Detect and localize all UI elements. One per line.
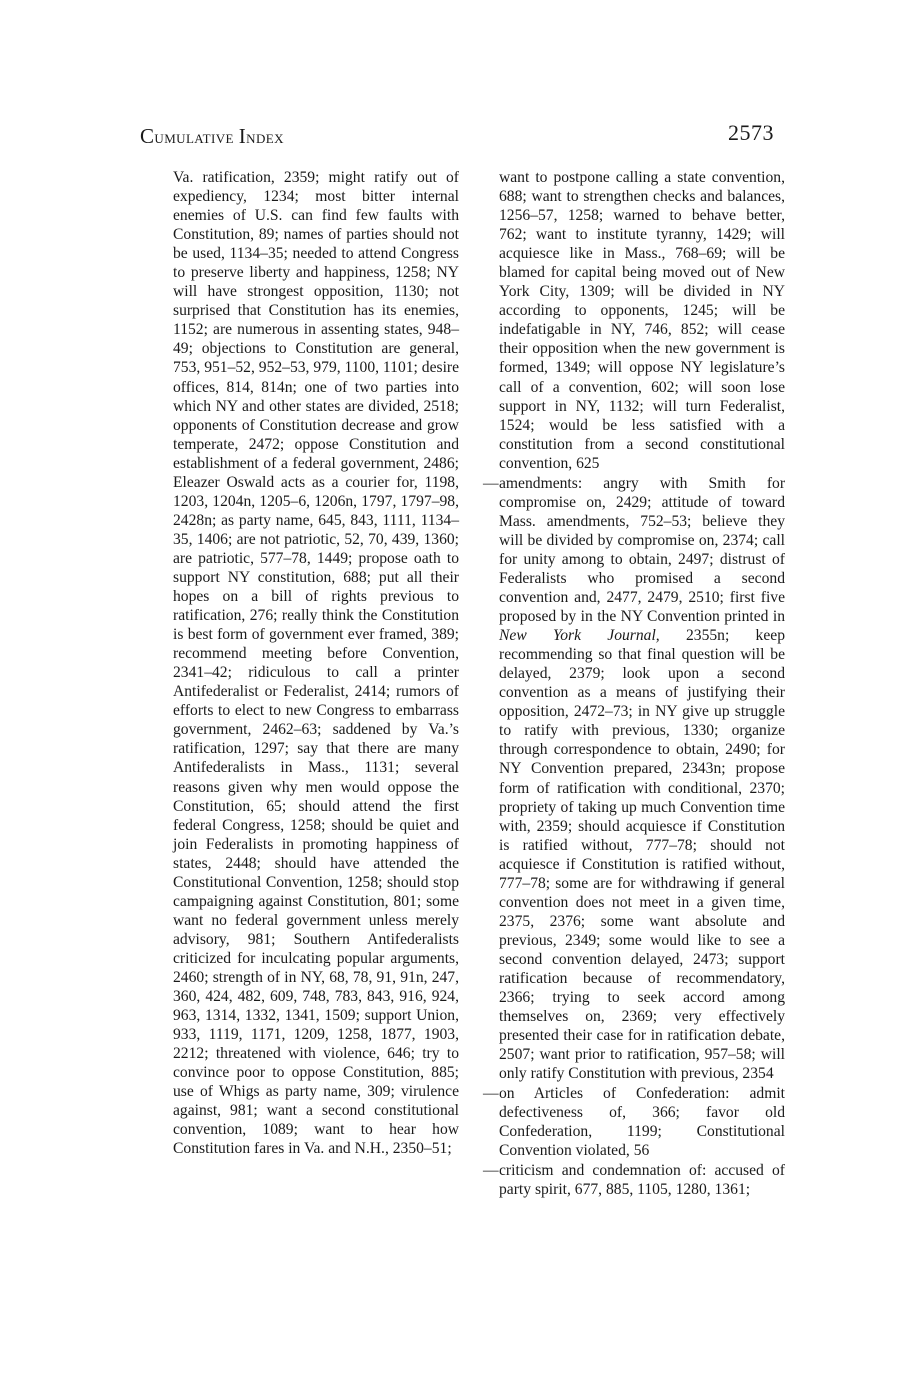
em-dash: — xyxy=(483,474,499,492)
title-rest: umulative xyxy=(154,127,239,147)
index-column-left xyxy=(157,168,459,1158)
subentry-heading: on Articles of Confederation: xyxy=(499,1085,750,1103)
subentry-articles-of-confederation xyxy=(483,1084,785,1160)
subentry-heading: criticism and condemnation of: xyxy=(499,1162,715,1180)
em-dash: — xyxy=(483,1085,499,1103)
running-head xyxy=(140,120,774,154)
subentry-amendments xyxy=(483,474,785,1084)
title-initial: C xyxy=(140,124,155,148)
running-title xyxy=(140,124,284,149)
index-column-right xyxy=(483,168,785,1200)
em-dash: — xyxy=(483,1162,499,1180)
index-entry-continued-right: want to postpone calling a state convention, 688; want to strengthen checks and balances, 1256–57, 1258; warned to behave better, 762; want to institute tyranny, 1429; will acquiesce like in Mass., 768–69; will be blamed for capital being moved out of New York City, 1309; will be divided in NY according to opponents, 1245; will be indefatigable in NY, 746, 852; will cease their opposition when the new government is formed, 1349; will oppose NY legislature’s call of a convention, 602; will soon lose support in NY, 1132; will turn Federalist, 1524; would be less satisfied with a constitution from a second constitutional convention, 625 xyxy=(499,169,785,472)
subentry-heading: amendments: xyxy=(499,474,604,492)
subentry-text-cont: 2355n; keep recommending so that final question will be delayed, 2379; look upon a second convention as a means of justifying their opposition, 2472–73; in NY give up struggle to ratify with previous, 1330; organize through correspondence to obtain, 2490; for NY Convention prepared, 2343n; propose form of ratification with conditional, 2370; propriety of taking up much Convention time with, 2359; should acquiesce if Constitution is ratified without, 777–78; should not acquiesce if Constitution is ratified without, 777–78; some are for withdrawing if general convention does not meet in a given time, 2375, 2376; some want absolute and previous, 2349; some would like to see a second convention delayed, 2473; support ratification because of recommendatory, 2366; trying to seek accord among themselves on, 2369; very effectively presented their case for in ratification debate, 2507; want prior to ratification, 957–58; will only ratify Constitution with previous, 2354 xyxy=(499,627,785,1083)
subentry-text: admit defectiveness of, 366; favor old Confederation, 1199; Constitutional Convention violated, 56 xyxy=(499,1085,785,1160)
subentry-criticism xyxy=(483,1161,785,1199)
subentry-text: angry with Smith for compromise on, 2429; attitude of toward Mass. amendments, 752–53; believe they will be divided by compromise on, 2374; call for unity among to obtain, 2497; distrust of Federalists who promised a second convention and, 2477, 2479, 2510; first five proposed by in the NY Convention printed in xyxy=(499,474,786,626)
subentry-text: accused of party spirit, 677, 885, 1105, 1280, 1361; xyxy=(499,1162,785,1199)
index-entry-continued: Va. ratification, 2359; might ratify out of expediency, 1234; most bitter internal enemies of U.S. can find few faults with Constitution, 89; names of parties should not be used, 1134–35; needed to attend Congress to preserve liberty and happiness, 1258; NY will have strongest opposition, 1130; not surprised that Constitution has its enemies, 1152; are numerous in assenting states, 948–49; objections to Constitution are general, 753, 951–52, 952–53, 979, 1100, 1101; desire offices, 814, 814n; one of two parties into which NY and other states are divided, 2518; opponents of Constitution decrease and grow temperate, 2472; oppose Constitution and establishment of a federal government, 2486; Eleazer Oswald acts as a courier for, 1198, 1203, 1204n, 1205–6, 1206n, 1797, 1797–98, 2428n; as party name, 645, 843, 1111, 1134–35, 1406; are not patriotic, 52, 70, 439, 1360; are patriotic, 577–78, 1449; propose oath to support NY constitution, 688; put all their hopes on a bill of rights previous to ratification, 276; really think the Constitution is best form of government ever framed, 389; recommend meeting before Convention, 2341–42; ridiculous to call a printer Antifederalist or Federalist, 2414; rumors of efforts to elect to new Congress to embarrass government, 2462–63; saddened by Va.’s ratification, 1297; say that there are many Antifederalists in Mass., 1131; several reasons given why men would oppose the Constitution, 65; should attend the first federal Congress, 1258; should be quiet and join Federalists in promoting happiness of states, 2448; should have attended the Constitutional Convention, 1258; should stop campaigning against Constitution, 801; some want no federal government unless merely advisory, 981; Southern Antifederalists criticized for inculcating popular arguments, 2460; strength of in NY, 68, 78, 91, 91n, 247, 360, 424, 482, 609, 748, 783, 843, 916, 924, 963, 1314, 1332, 1341, 1509; support Union, 933, 1119, 1171, 1209, 1258, 1877, 1903, 2212; threatened with violence, 646; try to convince poor to oppose Constitution, 885; use of Whigs as party name, 309; virulence against, 981; want a second constitutional convention, 1089; want to hear how Constitution fares in Va. and N.H., 2350–51; xyxy=(173,169,460,1158)
page-number: 2573 xyxy=(728,120,774,145)
title-initial-2: I xyxy=(238,124,247,148)
title-rest-2: ndex xyxy=(246,127,284,147)
italic-title: New York Journal, xyxy=(499,627,660,645)
